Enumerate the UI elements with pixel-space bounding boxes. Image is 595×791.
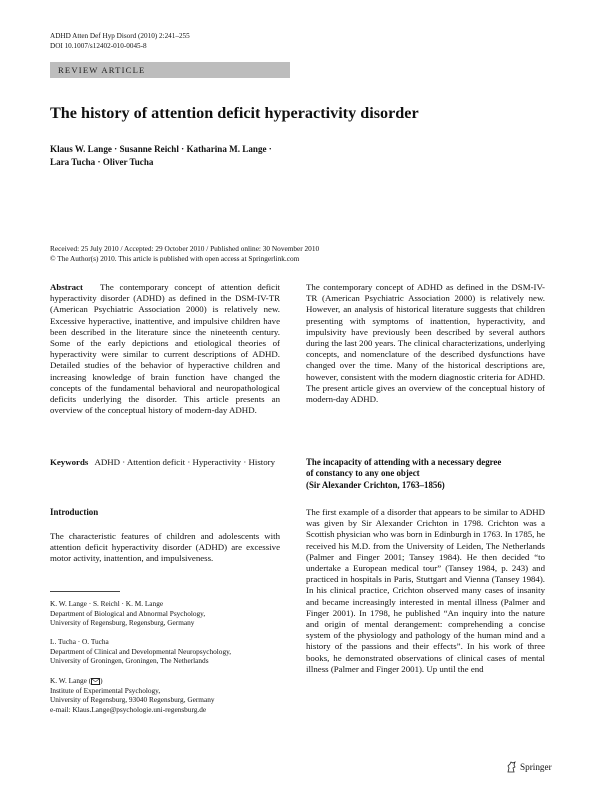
article-title: The history of attention deficit hyperactivity disorder: [50, 104, 419, 122]
keywords-text: ADHD · Attention deficit · Hyperactivity · History: [94, 457, 276, 467]
keywords-label: Keywords: [50, 457, 89, 467]
abstract-label: Abstract: [50, 282, 83, 292]
author-list: [50, 143, 350, 168]
springer-horse-icon: [506, 761, 517, 773]
introduction-heading: Introduction: [50, 507, 99, 517]
affiliation-names: K. W. Lange · S. Reichl · K. M. Lange: [50, 599, 164, 608]
envelope-icon: [91, 678, 100, 685]
keywords: [50, 457, 280, 468]
correspondence: [50, 676, 290, 714]
author-line-1: Klaus W. Lange · Susanne Reichl · Katharina M. Lange ·: [50, 144, 272, 154]
right-intro-text: The contemporary concept of ADHD as defined in the DSM-IV-TR (American Psychiatric Association 2000) is relatively new. However, an analysis of historical literature suggests that children presenting with symptoms of inattention, hyperactivity, and impulsivity have previously been described by several authors during the last 200 years. The clinical characterizations, underlying concepts, and nomenclature of the described dysfunctions have changed over the time. Many of the historical descriptions are, however, consistent with the modern diagnostic criteria for ADHD. The present article gives an overview of the conceptual history of modern-day ADHD.: [306, 282, 545, 405]
author-line-2: Lara Tucha · Oliver Tucha: [50, 156, 154, 167]
affiliation-inst: University of Groningen, Groningen, The Netherlands: [50, 656, 209, 665]
publication-dates: [50, 244, 319, 263]
affiliation-inst: University of Regensburg, Regensburg, Germany: [50, 618, 195, 627]
affiliation-1: [50, 599, 290, 628]
affiliation-dept: Department of Clinical and Developmental Neuropsychology,: [50, 646, 232, 656]
article-type-label: REVIEW ARTICLE: [58, 65, 146, 75]
publisher-name: Springer: [520, 762, 552, 772]
correspondence-institute: Institute of Experimental Psychology,: [50, 685, 161, 695]
affiliation-names: L. Tucha · O. Tucha: [50, 637, 109, 646]
publisher-logo: [506, 761, 552, 773]
correspondence-address: University of Regensburg, 93040 Regensburg, Germany: [50, 695, 215, 704]
journal-meta: [50, 31, 190, 51]
correspondence-name: K. W. Lange ( ): [50, 676, 103, 685]
affiliation-dept: Department of Biological and Abnormal Psychology,: [50, 608, 206, 618]
introduction-text: The characteristic features of children and adolescents with attention deficit hyperactivity disorder (ADHD) are excessive motor activity, inattention, and impulsiveness.: [50, 531, 280, 564]
journal-citation: ADHD Atten Def Hyp Disord (2010) 2:241–255: [50, 32, 190, 40]
footnote-rule: [50, 591, 120, 592]
abstract-text: The contemporary concept of attention deficit hyperactivity disorder (ADHD) as defined in the DSM-IV-TR (American Psychiatric Association 2000) is relatively new. Excessive hyperactive, inattentive, and impulsive children have been described in the literature since the nineteenth century. Some of the early depictions and etiological theories of hyperactivity were similar to current descriptions of ADHD. Detailed studies of the behavior of hyperactive children and increasing knowledge of brain function have changed the concepts of the fundamental behavioral and neuropathological deficits underlying the disorder. This article presents an overview of the conceptual history of modern-day ADHD.: [50, 282, 280, 416]
affiliation-2: [50, 637, 290, 666]
doi[interactable]: DOI 10.1007/s12402-010-0045-8: [50, 42, 147, 50]
crichton-heading: The incapacity of attending with a necessary degree of constancy to any one object (Sir Alexander Crichton, 1763–1856): [306, 457, 502, 490]
abstract: [50, 282, 280, 416]
received-dates: Received: 25 July 2010 / Accepted: 29 October 2010 / Published online: 30 November 2010: [50, 244, 320, 253]
crichton-text: The first example of a disorder that appears to be similar to ADHD was given by Sir Alexander Crichton in 1798. Crichton was a Scottish physician who was born in Edinburgh in 1763. In 1785, he received his M.D. from the University of Leiden, The Netherlands (Palmer and Finger 2001; Tansey 1984). He then decided “to undertake a European medical tour” (Tansey 1984, p. 243) and practiced in hospitals in Paris, Stuttgart and Vienna (Tansey 1984). In his clinical practice, Crichton observed many cases of insanity and became increasingly interested in mental illness (Palmer and Finger 2001). In 1798, he published “An inquiry into the nature and origin of mental derangement: comprehending a concise system of the physiology and pathology of the human mind and a history of the passions and their effects”. In his work of three books, he demonstrated observations of clinical cases of mental illness (Palmer and Finger 2001). Up until the end: [306, 507, 545, 674]
correspondence-email[interactable]: e-mail: Klaus.Lange@psychologie.uni-regensburg.de: [50, 704, 207, 714]
copyright-notice: © The Author(s) 2010. This article is published with open access at Springerlink.com: [50, 253, 300, 263]
